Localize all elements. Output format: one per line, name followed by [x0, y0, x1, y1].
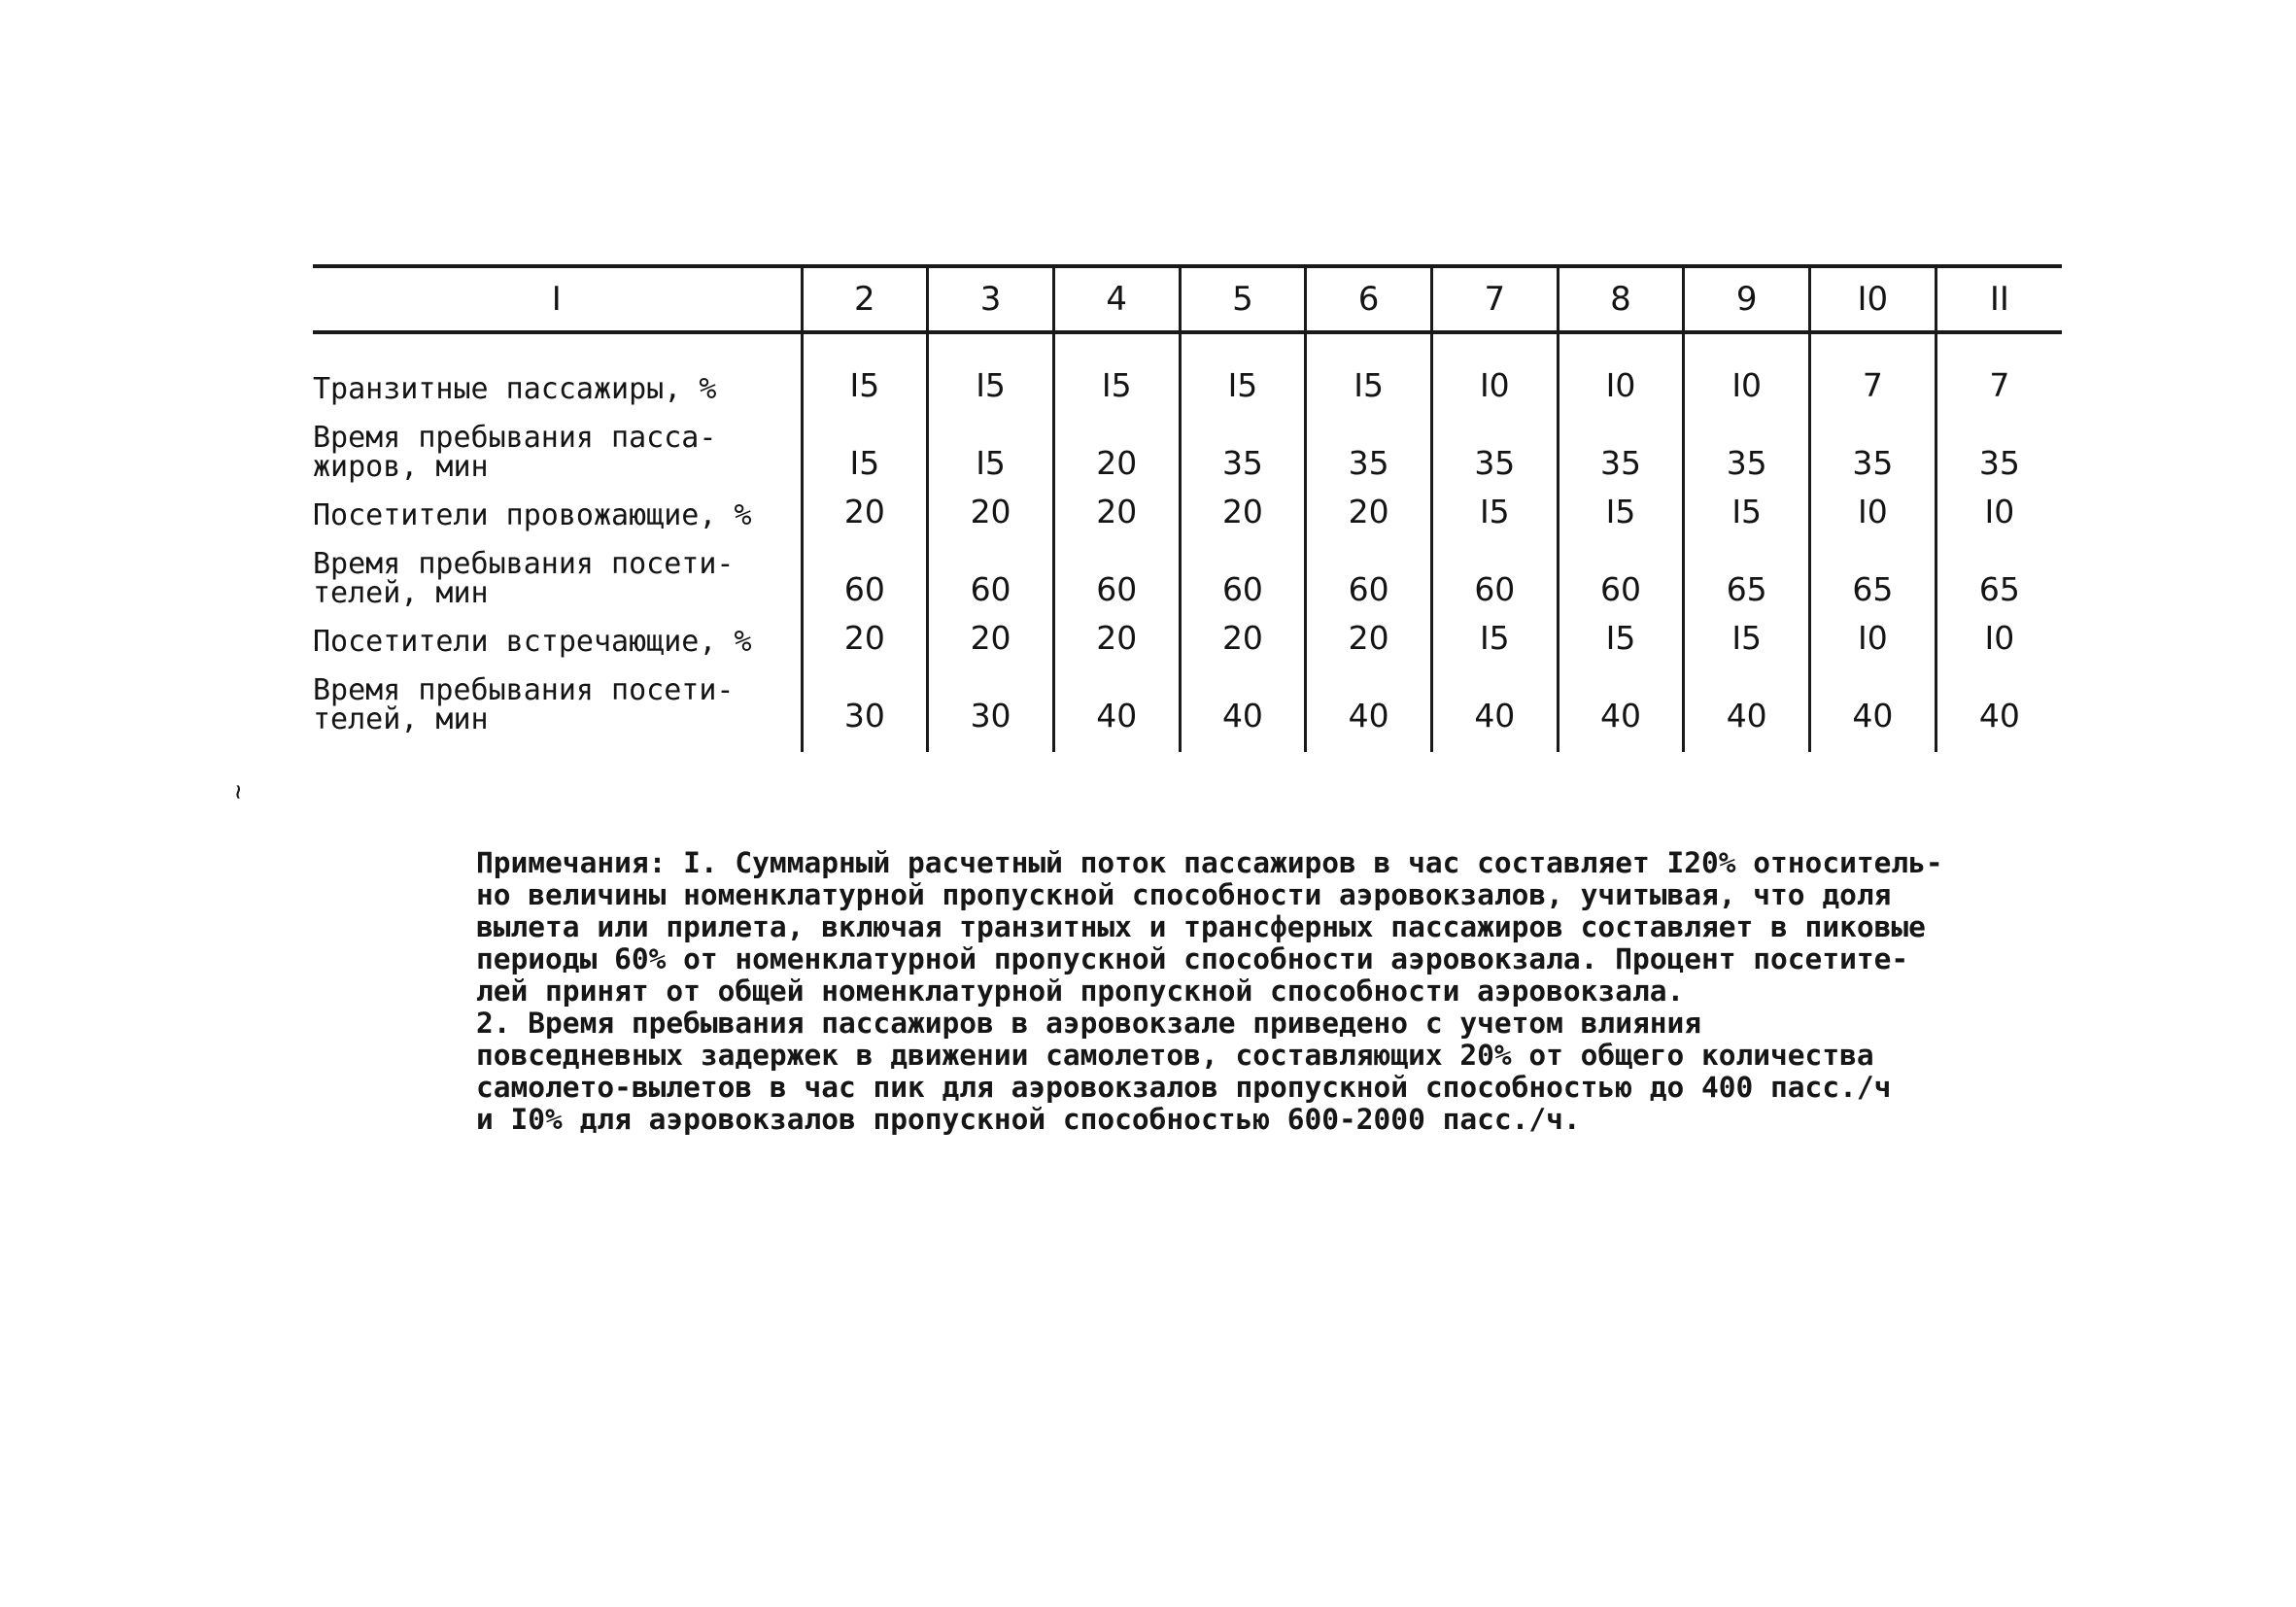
table-cell: 35 — [1306, 404, 1432, 482]
table-cell: I5 — [1684, 482, 1810, 530]
table-cell: I0 — [1684, 332, 1810, 404]
table-cell: I5 — [928, 332, 1054, 404]
column-header: I0 — [1810, 266, 1936, 332]
table-cell: 20 — [928, 608, 1054, 657]
table-cell: 65 — [1684, 530, 1810, 608]
table-cell: 20 — [1180, 482, 1306, 530]
table-cell: 30 — [802, 657, 928, 752]
table-cell: I5 — [1558, 482, 1684, 530]
column-header: 2 — [802, 266, 928, 332]
table-cell: 35 — [1558, 404, 1684, 482]
column-header: 9 — [1684, 266, 1810, 332]
column-header: 5 — [1180, 266, 1306, 332]
table-row — [313, 608, 2062, 657]
table-cell: I0 — [1936, 482, 2062, 530]
table-cell: 40 — [1684, 657, 1810, 752]
header-row — [313, 266, 2062, 332]
column-header: 6 — [1306, 266, 1432, 332]
column-header: 3 — [928, 266, 1054, 332]
table-cell: 40 — [1936, 657, 2062, 752]
table-cell: 20 — [1053, 608, 1180, 657]
row-label: Время пребывания посети- телей, мин — [313, 673, 735, 736]
table-cell: 35 — [1810, 404, 1936, 482]
table-cell: 35 — [1180, 404, 1306, 482]
notes-section — [476, 847, 2079, 1136]
note-paragraph-1: Примечания: I. Суммарный расчетный поток пассажиров в час составляет I20% относитель- но величины номенклатурной пропускной способности аэровокзалов, учитывая, что доля вылета или прилета, включая транзитных и трансферных пассажиров составляет в пиковые периоды 60% от номенклатурной пропускной способности аэровокзала. Процент посетите- лей принят от общей номенклатурной пропускной способности аэровокзала. — [476, 846, 1943, 1008]
table-cell: 40 — [1180, 657, 1306, 752]
table-cell: 65 — [1936, 530, 2062, 608]
table-cell: I5 — [1684, 608, 1810, 657]
table-cell: 40 — [1558, 657, 1684, 752]
table-cell: 35 — [1431, 404, 1558, 482]
table-cell: 7 — [1936, 332, 2062, 404]
page-mark: ~ — [223, 784, 253, 800]
note-paragraph-2: 2. Время пребывания пассажиров в аэровокзале приведено с учетом влияния повседневных задержек в движении самолетов, составляющих 20% от общего количества самолето-вылетов в час пик для аэровокзалов пропускной способностью до 400 пасс./ч и I0% для аэровокзалов пропускной способностью 600-2000 пасс./ч. — [476, 1007, 1892, 1136]
row-label: Время пребывания пасса- жиров, мин — [313, 421, 717, 484]
column-header: 7 — [1431, 266, 1558, 332]
table-cell: 40 — [1053, 657, 1180, 752]
table-cell: I0 — [1558, 332, 1684, 404]
table-cell: I5 — [1558, 608, 1684, 657]
table-cell: 60 — [1558, 530, 1684, 608]
table-cell: 40 — [1431, 657, 1558, 752]
row-label: Посетители встречающие, % — [313, 625, 752, 659]
table-cell: I5 — [1431, 482, 1558, 530]
column-header: II — [1936, 266, 2062, 332]
table-cell: 60 — [1180, 530, 1306, 608]
table-cell: 20 — [1053, 482, 1180, 530]
table-cell: 20 — [802, 482, 928, 530]
table-cell: 7 — [1810, 332, 1936, 404]
table-cell: I0 — [1810, 482, 1936, 530]
table-cell: 40 — [1810, 657, 1936, 752]
table-cell: I5 — [802, 332, 928, 404]
table-cell: 20 — [1306, 608, 1432, 657]
table-cell: 20 — [1306, 482, 1432, 530]
table-cell: 60 — [1053, 530, 1180, 608]
table-cell: 20 — [1053, 404, 1180, 482]
table-cell: I5 — [1306, 332, 1432, 404]
table-cell: I5 — [1053, 332, 1180, 404]
table-cell: I5 — [1431, 608, 1558, 657]
data-table-container — [313, 264, 2062, 752]
table-row — [313, 404, 2062, 482]
table-cell: I5 — [928, 404, 1054, 482]
table-cell: 60 — [802, 530, 928, 608]
data-table — [313, 264, 2062, 752]
row-label: Посетители провожающие, % — [313, 498, 752, 532]
table-cell: 60 — [928, 530, 1054, 608]
row-label: Транзитные пассажиры, % — [313, 372, 717, 406]
table-cell: 20 — [1180, 608, 1306, 657]
table-cell: 40 — [1306, 657, 1432, 752]
table-cell: 20 — [928, 482, 1054, 530]
table-row — [313, 530, 2062, 608]
column-header: I — [551, 280, 562, 319]
table-cell: I5 — [802, 404, 928, 482]
table-cell: I5 — [1180, 332, 1306, 404]
table-row — [313, 657, 2062, 752]
table-cell: 65 — [1810, 530, 1936, 608]
table-cell: 60 — [1431, 530, 1558, 608]
column-header: 8 — [1558, 266, 1684, 332]
table-cell: 35 — [1936, 404, 2062, 482]
table-cell: I0 — [1431, 332, 1558, 404]
table-cell: I0 — [1936, 608, 2062, 657]
row-label: Время пребывания посети- телей, мин — [313, 547, 735, 610]
table-cell: 35 — [1684, 404, 1810, 482]
table-row — [313, 482, 2062, 530]
table-cell: 60 — [1306, 530, 1432, 608]
table-cell: I0 — [1810, 608, 1936, 657]
column-header: 4 — [1053, 266, 1180, 332]
table-cell: 30 — [928, 657, 1054, 752]
table-row — [313, 332, 2062, 404]
table-cell: 20 — [802, 608, 928, 657]
